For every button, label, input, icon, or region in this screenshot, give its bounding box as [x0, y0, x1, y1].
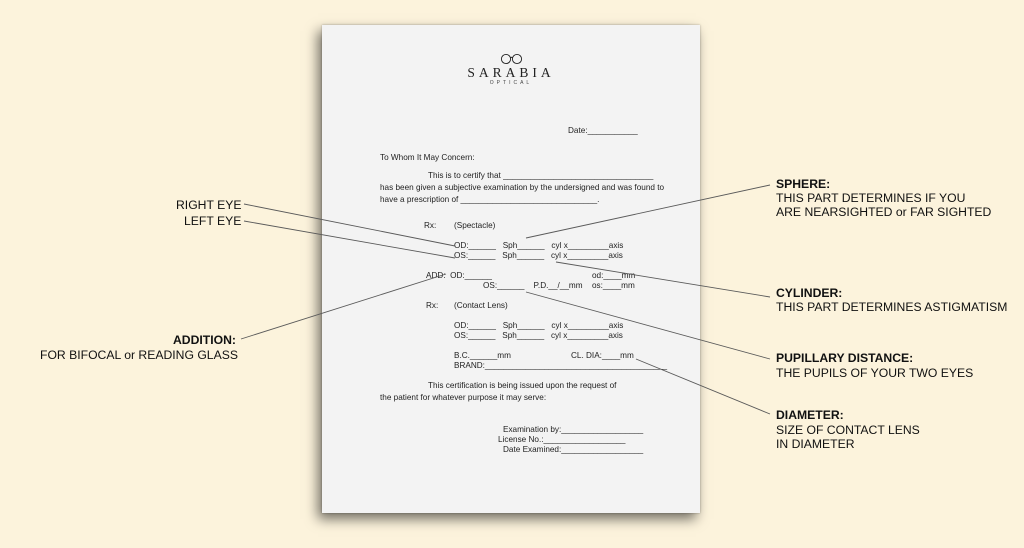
base-curve-field: B.C.______mm: [454, 351, 511, 360]
diameter-description-line-1: SIZE OF CONTACT LENS: [776, 423, 920, 437]
logo-name: SARABIA: [467, 65, 555, 80]
diameter-callout-line: [636, 359, 770, 414]
examined-by-field: Examination by:__________________: [503, 425, 644, 434]
rx-type-contact: (Contact Lens): [454, 301, 508, 310]
pupillary-distance-description: THE PUPILS OF YOUR TWO EYES: [776, 366, 974, 380]
right-eye-label: RIGHT EYE: [176, 198, 242, 212]
cl-diameter-field: CL. DIA:____mm: [571, 351, 634, 360]
pd-od-field: od:____mm: [592, 271, 636, 280]
sphere-description-line-2: ARE NEARSIGHTED or FAR SIGHTED: [776, 205, 992, 219]
body-line-2: has been given a subjective examination by the undersigned and was found to: [380, 183, 665, 192]
left-eye-label: LEFT EYE: [184, 214, 242, 228]
body-line-3: have a prescription of ______________________________.: [380, 195, 600, 204]
rx-label-spectacle: Rx:: [424, 221, 437, 230]
cylinder-description: THIS PART DETERMINES ASTIGMATISM: [776, 300, 1008, 314]
sphere-title: SPHERE:: [776, 177, 831, 191]
add-od-row: ADD: OD:______: [426, 271, 492, 280]
license-field: License No.:__________________: [498, 435, 626, 444]
addition-title: ADDITION:: [173, 333, 236, 347]
cylinder-title: CYLINDER:: [776, 286, 843, 300]
add-os-row: OS:______ P.D.__/__mm: [483, 281, 583, 290]
addition-description: FOR BIFOCAL or READING GLASS: [40, 348, 238, 362]
rx-type-spectacle: (Spectacle): [454, 221, 496, 230]
sphere-description-line-1: THIS PART DETERMINES IF YOU: [776, 191, 966, 205]
pupillary-distance-callout-line: [526, 292, 770, 359]
pupillary-distance-title: PUPILLARY DISTANCE:: [776, 351, 914, 365]
contact-os-row: OS:______ Sph______ cyl x_________axis: [454, 331, 623, 340]
addition-callout-line: [241, 274, 446, 339]
brand-field: BRAND:________________________________________: [454, 361, 668, 370]
diameter-description-line-2: IN DIAMETER: [776, 437, 855, 451]
certification-line-1: This certification is being issued upon the request of: [428, 381, 617, 390]
salutation: To Whom It May Concern:: [380, 153, 475, 162]
pd-os-field: os:____mm: [592, 281, 635, 290]
date-line: Date:___________: [568, 126, 638, 135]
cylinder-callout-line: [556, 262, 770, 297]
spectacle-os-row: OS:______ Sph______ cyl x_________axis: [454, 251, 623, 260]
sphere-callout-line: [526, 185, 770, 238]
body-line-1: This is to certify that _________________________________: [428, 171, 654, 180]
rx-label-contact: Rx:: [426, 301, 439, 310]
date-examined-field: Date Examined:__________________: [503, 445, 644, 454]
certification-line-2: the patient for whatever purpose it may serve:: [380, 393, 547, 402]
spectacle-od-row: OD:______ Sph______ cyl x_________axis: [454, 241, 624, 250]
contact-od-row: OD:______ Sph______ cyl x_________axis: [454, 321, 624, 330]
logo-subtitle: OPTICAL: [489, 80, 533, 86]
diameter-title: DIAMETER:: [776, 408, 844, 422]
